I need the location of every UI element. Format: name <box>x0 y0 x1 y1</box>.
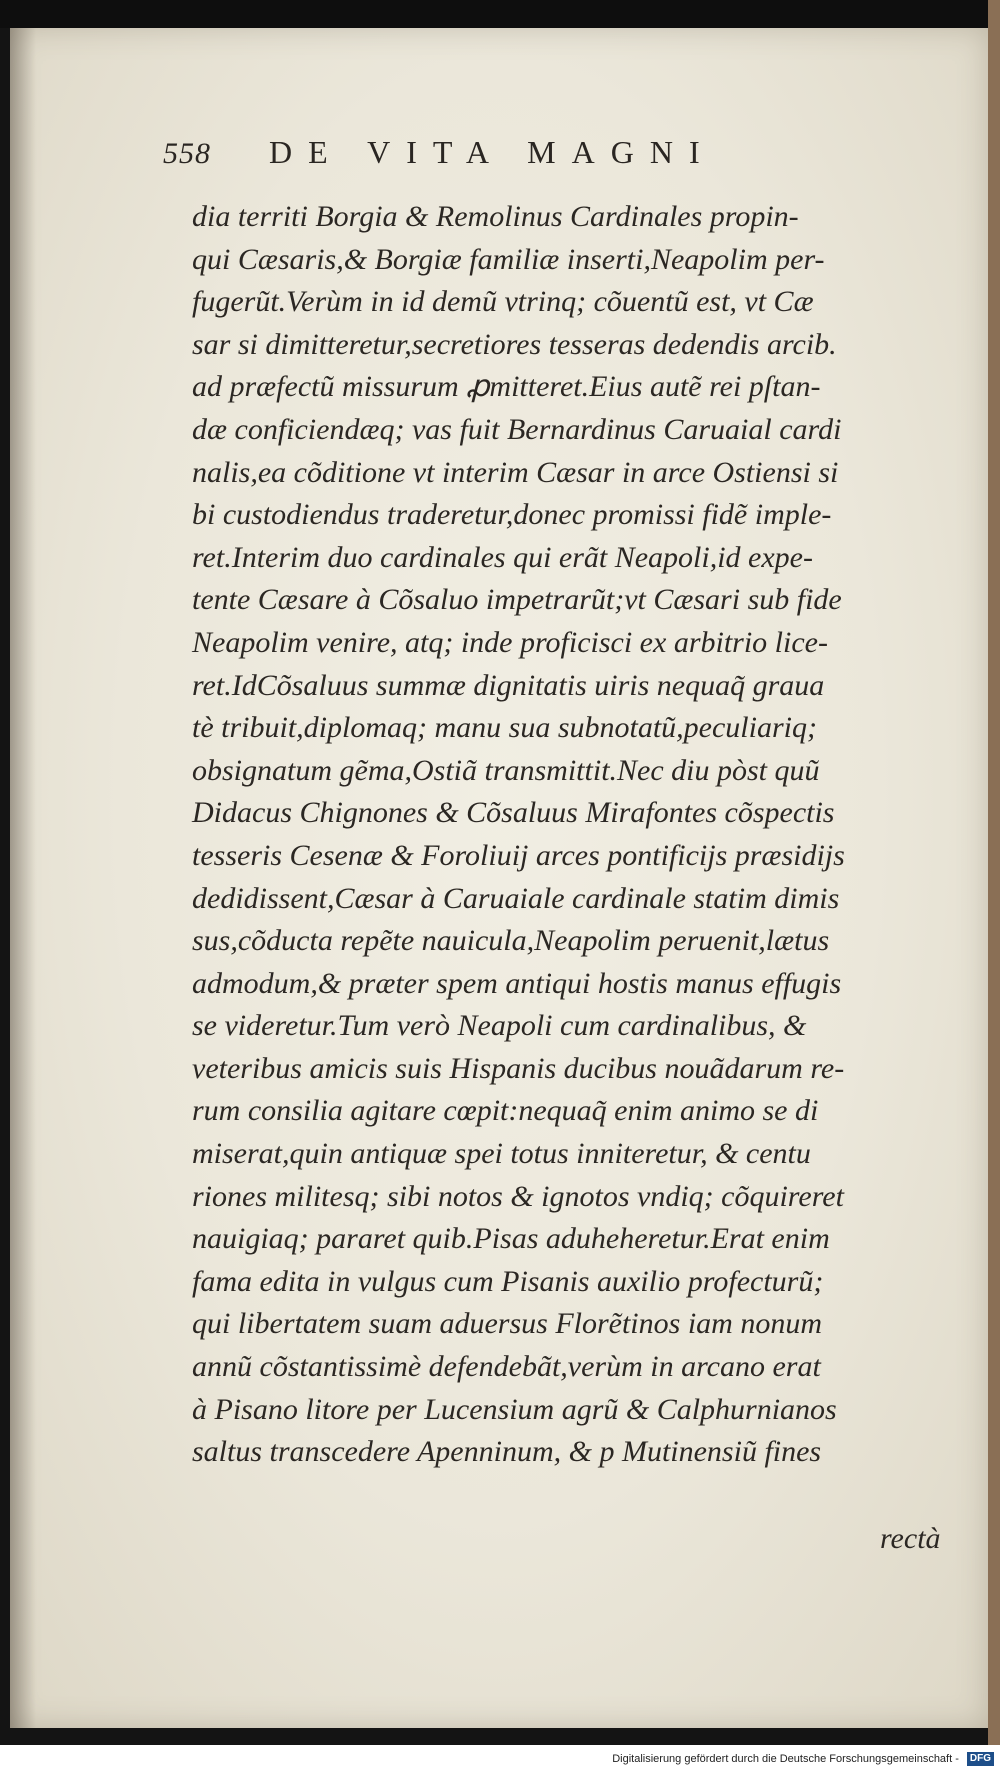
text-line: tesseris Cesenæ & Foroliuij arces pontificijs præsidijs <box>192 838 845 872</box>
text-line: ret.IdCõsaluus summæ dignitatis uiris nequaq̃ graua <box>192 668 825 702</box>
text-line: Neapolim venire, atq; inde proficisci ex arbitrio lice- <box>192 625 828 659</box>
text-line: admodum,& præter spem antiqui hostis manus effugis <box>192 966 842 1000</box>
text-line: se videretur.Tum verò Neapoli cum cardinalibus, & <box>192 1009 807 1043</box>
text-line: tente Cæsare à Cõsaluo impetrarũt;vt Cæsari sub fide <box>192 583 842 617</box>
text-line: ad præfectũ missurum ꝓmitteret.Eius autẽ rei pſtan- <box>192 370 821 404</box>
book-edge-strip <box>988 0 1000 1745</box>
footer-bar <box>0 1745 1000 1773</box>
text-line: dedidissent,Cæsar à Caruaiale cardinale statim dimis <box>192 881 840 915</box>
running-head <box>163 134 803 182</box>
text-line: sus,cõducta repẽte nauicula,Neapolim peruenit,lætus <box>192 924 830 958</box>
body-text <box>192 196 952 1474</box>
text-line: saltus transcedere Apenninum, & p Mutinensiũ fines <box>192 1435 822 1469</box>
text-line: dæ conficiendæq; vas fuit Bernardinus Caruaial cardi <box>192 412 842 446</box>
text-line: ret.Interim duo cardinales qui erãt Neapoli,id expe- <box>192 540 813 574</box>
text-line: veteribus amicis suis Hispanis ducibus nouãdarum re- <box>192 1051 845 1085</box>
funding-credit: Digitalisierung gefördert durch die Deutsche Forschungsgemeinschaft - <box>612 1753 959 1765</box>
text-line: riones militesq; sibi notos & ignotos vndiq; cõquireret <box>192 1179 844 1213</box>
text-line: obsignatum gẽma,Ostiã transmittit.Nec diu pòst quũ <box>192 753 820 787</box>
text-line: nalis,ea cõditione vt interim Cæsar in arce Ostiensi si <box>192 455 839 489</box>
text-line: rum consilia agitare cœpit:nequaq̃ enim animo se di <box>192 1094 819 1128</box>
header-title: DE VITA MAGNI <box>269 134 716 170</box>
dfg-logo-icon: DFG <box>967 1752 994 1766</box>
text-line: qui Cæsaris,& Borgiæ familiæ inserti,Neapolim per- <box>192 242 825 276</box>
text-line: bi custodiendus traderetur,donec promissi fidẽ imple- <box>192 498 832 532</box>
text-line: fama edita in vulgus cum Pisanis auxilio profecturũ; <box>192 1264 824 1298</box>
text-line: miserat,quin antiquæ spei totus inniteretur, & centu <box>192 1137 811 1171</box>
text-line: à Pisano litore per Lucensium agrũ & Calphurnianos <box>192 1392 837 1426</box>
text-line: qui libertatem suam aduersus Florẽtinos iam nonum <box>192 1307 822 1341</box>
page-number: 558 <box>163 137 211 170</box>
text-line: Didacus Chignones & Cõsaluus Mirafontes cõspectis <box>192 796 835 830</box>
catchword: rectà <box>880 1522 941 1555</box>
scan-top-edge <box>0 0 1000 28</box>
text-line: fugerũt.Verùm in id demũ vtrinq; cõuentũ est, vt Cæ <box>192 285 814 319</box>
text-line: sar si dimitteretur,secretiores tesseras dedendis arcib. <box>192 327 837 361</box>
text-line: dia territi Borgia & Remolinus Cardinales propin- <box>192 200 799 233</box>
text-line: nauigiaq; pararet quib.Pisas aduheheretur.Erat enim <box>192 1222 830 1256</box>
text-line: annũ cõstantissimè defendebãt,verùm in arcano erat <box>192 1350 821 1384</box>
text-line: tè tribuit,diplomaq; manu sua subnotatũ,peculiariq; <box>192 711 817 745</box>
page-gutter-shadow <box>10 28 36 1728</box>
